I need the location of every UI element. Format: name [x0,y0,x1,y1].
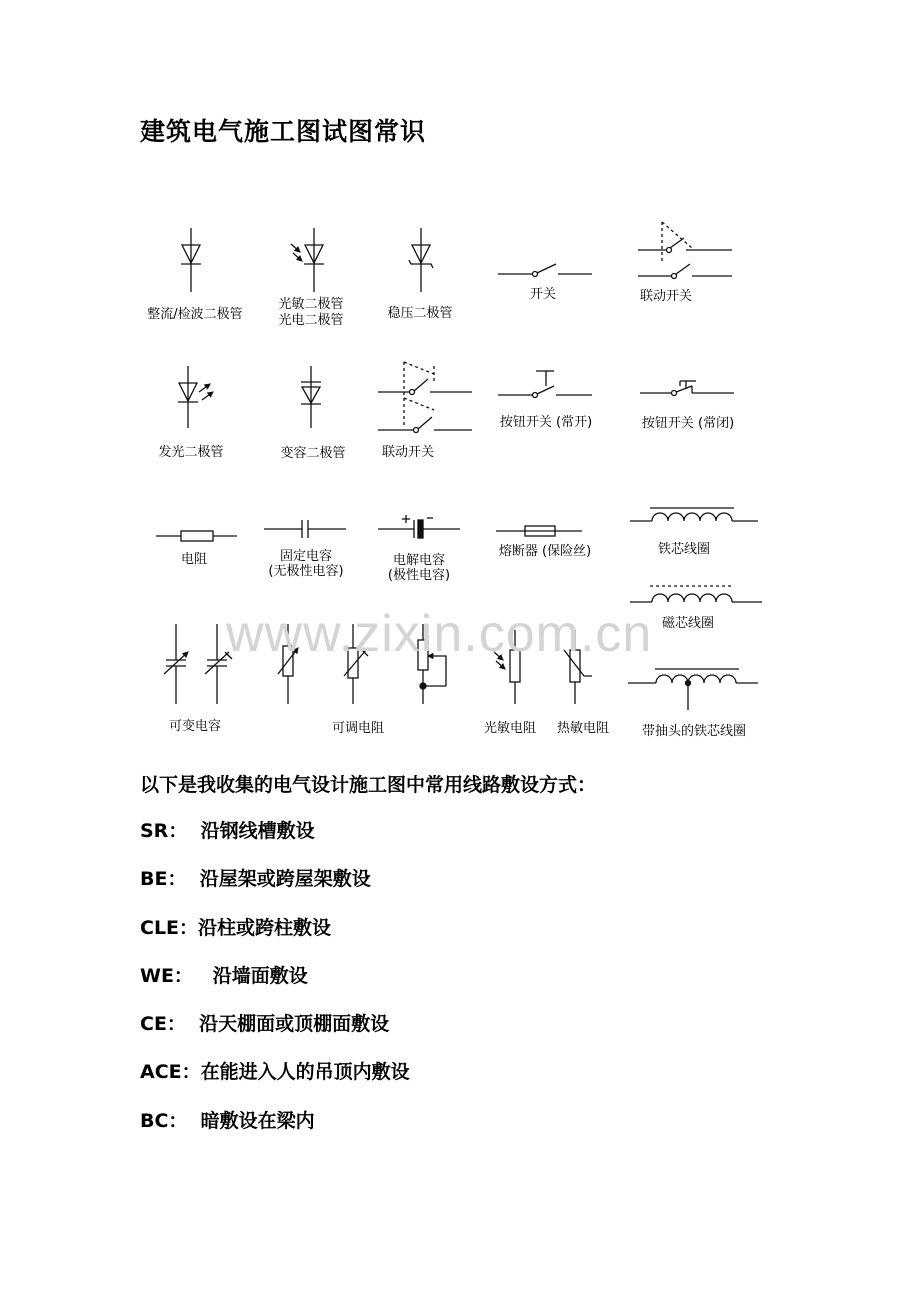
intro-text: 以下是我收集的电气设计施工图中常用线路敷设方式： [140,774,597,796]
method-code: CE： [140,1013,186,1036]
label-fixed-capacitor-line2: (无极性电容) [268,564,344,579]
method-gap [187,1110,200,1132]
zener-diode-icon [409,228,433,292]
tapped-coil-icon [628,669,758,710]
method-code: BC： [140,1109,188,1132]
list-item [140,816,410,864]
label-electrolytic-capacitor-line2: (极性电容) [387,568,451,583]
method-gap [187,820,200,842]
fixed-capacitor-icon [264,520,346,538]
list-item [140,1106,410,1154]
push-button-nc-icon [640,381,734,396]
label-led: 发光二极管 [158,445,224,460]
label-photodiode-line2: 光电二极管 [278,313,344,328]
watermark: www.zixin.com.cn [226,605,653,663]
label-push-no: 按钮开关 (常开) [499,415,593,430]
label-ganged-switch-2: 联动开关 [381,445,435,460]
method-code: SR： [140,820,188,842]
label-zener-diode: 稳压二极管 [387,306,453,321]
method-desc: 沿墙面敷设 [212,964,308,987]
method-code: WE： [140,964,193,987]
label-ganged-switch-1: 联动开关 [639,289,693,304]
page-title: 建筑电气施工图试图常识 [140,117,427,146]
resistor-icon [156,531,237,541]
method-code: CLE： [140,916,199,939]
varactor-diode-icon [301,366,321,428]
electrolytic-capacitor-icon [378,515,460,538]
method-desc: 在能进入人的吊顶内敷设 [200,1061,410,1084]
method-desc: 沿钢线槽敷设 [200,820,315,842]
list-item [140,1057,410,1105]
fuse-icon [496,526,582,536]
ganged-switch-icon [378,362,472,433]
list-item [140,913,410,961]
list-item [140,961,410,1009]
push-button-no-icon [498,371,592,398]
label-push-nc: 按钮开关 (常闭) [641,416,735,431]
ganged-switch-icon [638,222,732,279]
label-rectifier-diode: 整流/检波二极管 [147,307,243,322]
label-switch: 开关 [529,287,557,302]
method-code: ACE： [140,1061,201,1084]
label-electrolytic-capacitor-line1: 电解电容 [392,553,446,568]
label-tapped-coil: 带抽头的铁芯线圈 [641,724,747,739]
method-desc: 暗敷设在梁内 [200,1109,315,1132]
led-icon [178,366,213,428]
label-photoresistor: 光敏电阻 [483,721,537,736]
method-gap [193,965,213,987]
list-item [140,1009,410,1057]
label-resistor: 电阻 [180,552,208,567]
iron-core-coil-icon [630,508,758,521]
switch-icon [498,264,592,277]
method-gap [186,1013,199,1035]
label-varactor: 变容二极管 [280,446,346,461]
label-magnetic-core-coil: 磁芯线圈 [661,616,715,631]
method-desc: 沿柱或跨柱敷设 [198,916,332,939]
method-desc: 沿天棚面或顶棚面敷设 [199,1013,390,1036]
photodiode-icon [291,228,324,292]
symbol-labels [147,287,746,739]
label-photodiode-line1: 光敏二极管 [278,297,344,312]
label-thermistor: 热敏电阻 [556,721,610,736]
variable-capacitor-icon [164,624,232,704]
label-variable-capacitor: 可变电容 [168,719,222,734]
list-item [140,864,410,912]
method-desc: 沿屋架或跨屋架敷设 [199,868,371,891]
label-fuse: 熔断器 (保险丝) [498,544,592,559]
wiring-methods-list [140,816,410,1154]
rectifier-diode-icon [181,228,201,292]
method-code: BE： [140,868,187,891]
label-fixed-capacitor-line1: 固定电容 [279,549,333,564]
label-iron-core-coil: 铁芯线圈 [657,542,711,557]
label-variable-resistor: 可调电阻 [331,721,385,736]
method-gap [186,868,199,890]
magnetic-core-coil-icon [630,586,762,602]
